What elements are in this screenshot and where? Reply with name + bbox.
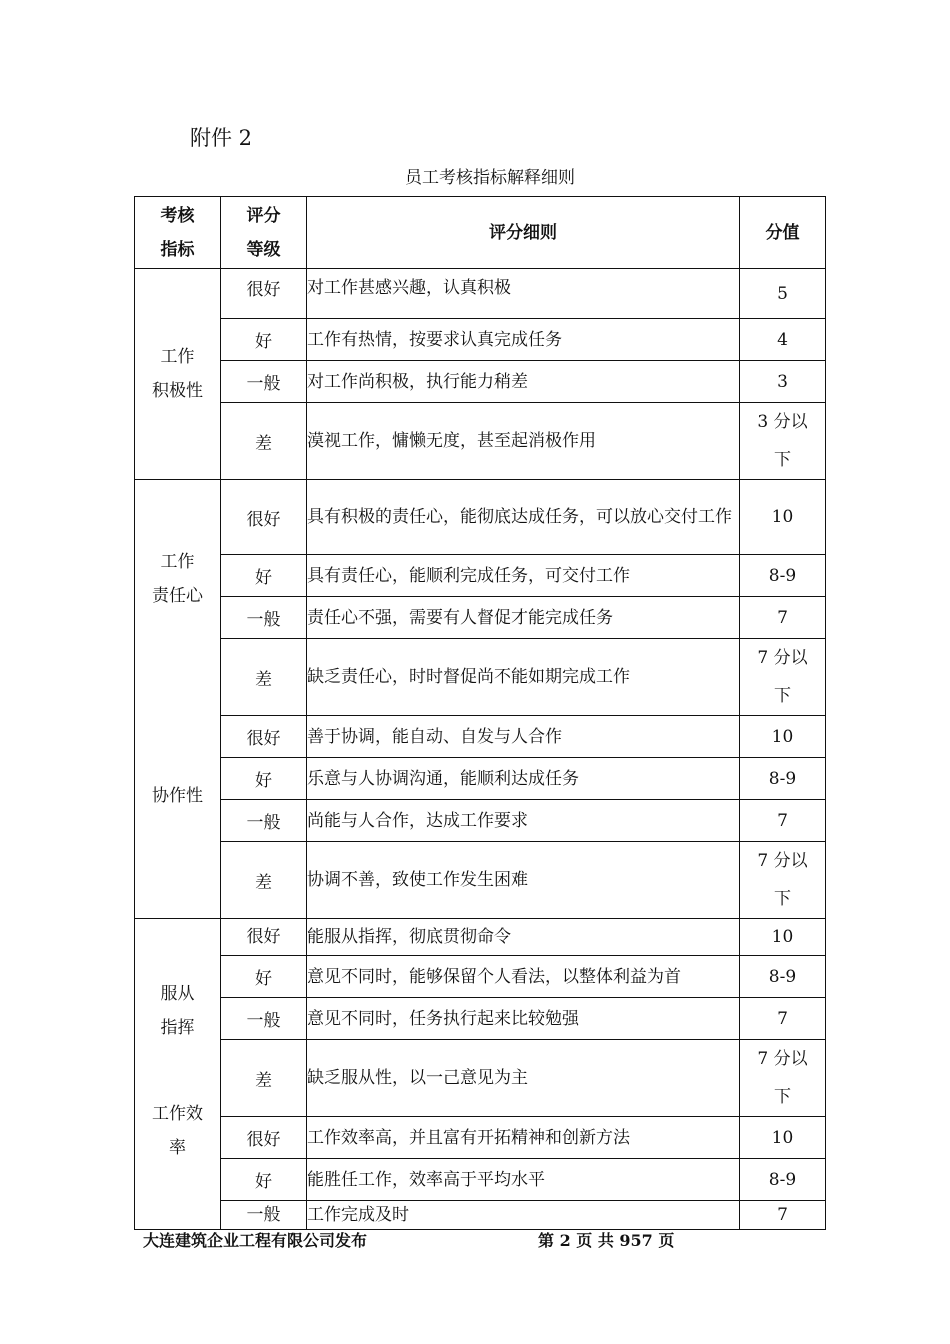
score-cell: 7 分以 下 <box>740 639 826 716</box>
table-row <box>135 639 826 716</box>
grade-cell: 好 <box>221 555 307 597</box>
detail-cell: 具有责任心，能顺利完成任务，可交付工作 <box>307 555 740 597</box>
grade-cell: 差 <box>221 1040 307 1117</box>
table-row <box>135 269 826 319</box>
grade-cell: 很好 <box>221 1117 307 1159</box>
table-row <box>135 842 826 919</box>
grade-cell: 一般 <box>221 361 307 403</box>
detail-cell: 能胜任工作，效率高于平均水平 <box>307 1159 740 1201</box>
score-cell: 3 分以 下 <box>740 403 826 480</box>
indicator-cell <box>135 919 221 1230</box>
grade-cell: 一般 <box>221 800 307 842</box>
footer-publisher: 大连建筑企业工程有限公司发布 <box>143 1231 368 1250</box>
table-row <box>135 555 826 597</box>
indicator-cell <box>135 269 221 480</box>
grade-cell: 好 <box>221 1159 307 1201</box>
score-cell: 8-9 <box>740 758 826 800</box>
score-cell: 8-9 <box>740 956 826 998</box>
document-title: 员工考核指标解释细则 <box>405 168 575 188</box>
indicator-text: 协作性 <box>152 786 203 806</box>
score-cell: 7 <box>740 597 826 639</box>
grade-cell: 很好 <box>221 269 307 319</box>
header-score: 分值 <box>740 197 826 269</box>
score-cell: 3 <box>740 361 826 403</box>
footer-page-info: 第 2 页 共 957 页 <box>538 1231 675 1250</box>
table-row <box>135 998 826 1040</box>
table-row <box>135 1040 826 1117</box>
score-cell: 7 <box>740 800 826 842</box>
detail-cell: 责任心不强，需要有人督促才能完成任务 <box>307 597 740 639</box>
grade-cell: 一般 <box>221 597 307 639</box>
indicator-text: 服从 指挥 <box>160 984 195 1038</box>
table-row <box>135 956 826 998</box>
detail-cell: 协调不善，致使工作发生困难 <box>307 842 740 919</box>
grade-cell: 好 <box>221 758 307 800</box>
grade-cell: 一般 <box>221 998 307 1040</box>
grade-cell: 差 <box>221 639 307 716</box>
detail-cell: 工作效率高，并且富有开拓精神和创新方法 <box>307 1117 740 1159</box>
score-cell: 8-9 <box>740 555 826 597</box>
detail-cell: 缺乏服从性，以一己意见为主 <box>307 1040 740 1117</box>
detail-cell: 工作完成及时 <box>307 1201 740 1230</box>
table-row <box>135 319 826 361</box>
header-detail: 评分细则 <box>307 197 740 269</box>
grade-cell: 差 <box>221 403 307 480</box>
grade-cell: 很好 <box>221 480 307 555</box>
grade-cell: 差 <box>221 842 307 919</box>
grade-cell: 很好 <box>221 716 307 758</box>
table-header-row <box>135 197 826 269</box>
detail-cell: 能服从指挥，彻底贯彻命令 <box>307 919 740 956</box>
score-cell: 5 <box>740 269 826 319</box>
detail-cell: 对工作甚感兴趣，认真积极 <box>307 269 740 319</box>
table-row <box>135 800 826 842</box>
indicator-text: 工作 责任心 <box>152 552 203 606</box>
grade-cell: 很好 <box>221 919 307 956</box>
detail-cell: 乐意与人协调沟通，能顺利达成任务 <box>307 758 740 800</box>
evaluation-table <box>134 196 826 1230</box>
score-cell: 7 分以 下 <box>740 842 826 919</box>
indicator-text: 工作 积极性 <box>152 347 203 401</box>
header-grade-text: 评分 等级 <box>246 205 281 260</box>
detail-cell: 对工作尚积极，执行能力稍差 <box>307 361 740 403</box>
table-row <box>135 1201 826 1230</box>
grade-cell: 好 <box>221 956 307 998</box>
attachment-label: 附件 2 <box>190 126 253 150</box>
detail-cell: 具有积极的责任心，能彻底达成任务，可以放心交付工作 <box>307 480 740 555</box>
score-cell: 10 <box>740 1117 826 1159</box>
score-cell: 10 <box>740 716 826 758</box>
score-cell: 7 分以 下 <box>740 1040 826 1117</box>
score-cell: 8-9 <box>740 1159 826 1201</box>
detail-cell: 意见不同时，任务执行起来比较勉强 <box>307 998 740 1040</box>
table-row <box>135 361 826 403</box>
score-cell: 10 <box>740 919 826 956</box>
table-row <box>135 716 826 758</box>
table-row <box>135 1117 826 1159</box>
header-indicator-text: 考核 指标 <box>160 205 195 260</box>
detail-cell: 漠视工作，慵懒无度，甚至起消极作用 <box>307 403 740 480</box>
score-cell: 7 <box>740 998 826 1040</box>
detail-cell: 尚能与人合作，达成工作要求 <box>307 800 740 842</box>
grade-cell: 一般 <box>221 1201 307 1230</box>
grade-cell: 好 <box>221 319 307 361</box>
table-row <box>135 758 826 800</box>
table-row <box>135 1159 826 1201</box>
indicator-text: 工作效 率 <box>152 1104 203 1158</box>
header-indicator <box>135 197 221 269</box>
detail-cell: 工作有热情，按要求认真完成任务 <box>307 319 740 361</box>
table-row <box>135 919 826 956</box>
detail-cell: 意见不同时，能够保留个人看法，以整体利益为首 <box>307 956 740 998</box>
detail-cell: 善于协调，能自动、自发与人合作 <box>307 716 740 758</box>
header-grade <box>221 197 307 269</box>
indicator-cell <box>135 480 221 919</box>
detail-cell: 缺乏责任心，时时督促尚不能如期完成工作 <box>307 639 740 716</box>
table-row <box>135 403 826 480</box>
score-cell: 10 <box>740 480 826 555</box>
table-row <box>135 597 826 639</box>
score-cell: 7 <box>740 1201 826 1230</box>
score-cell: 4 <box>740 319 826 361</box>
table-row <box>135 480 826 555</box>
